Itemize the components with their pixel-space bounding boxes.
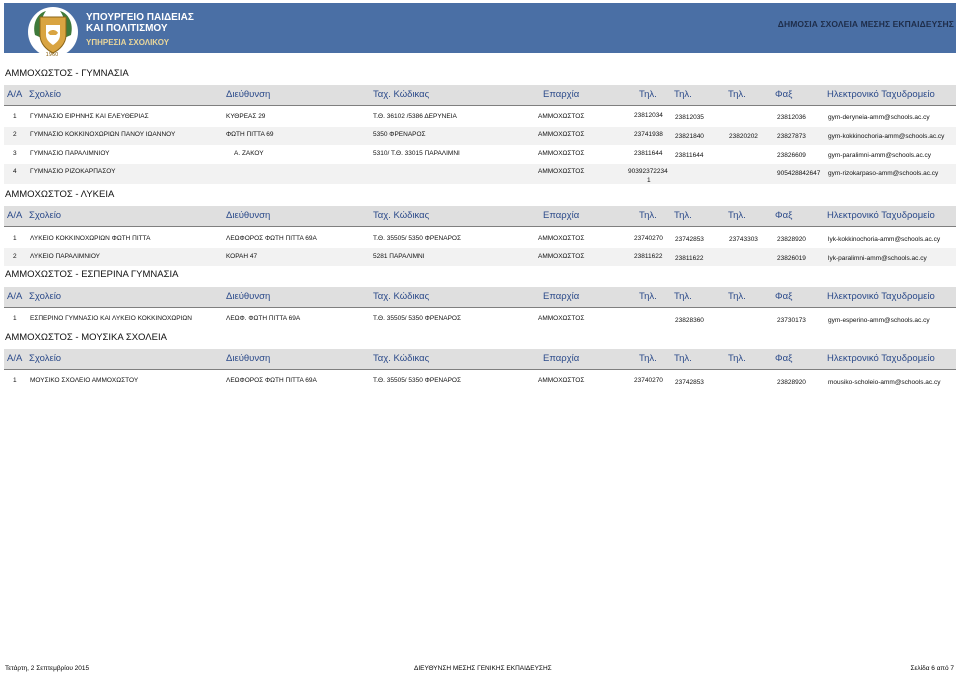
cell-address: ΦΩΤΗ ΠΙΤΤΑ 69	[226, 131, 274, 138]
col-postcode: Ταχ. Κώδικας	[373, 89, 430, 100]
table-row	[4, 164, 956, 184]
svg-text:1960: 1960	[45, 52, 59, 58]
cell-aa: 1	[13, 113, 17, 120]
footer-page-number: Σελίδα 6 από 7	[910, 665, 954, 672]
col-aa: Α/Α	[7, 89, 23, 100]
cell-district: ΑΜΜΟΧΩΣΤΟΣ	[538, 113, 585, 120]
col-address: Διεύθυνση	[226, 89, 271, 100]
cell-address: ΛΕΩΦΟΡΟΣ ΦΩΤΗ ΠΙΤΤΑ 69Α	[226, 377, 317, 384]
cell-school: ΛΥΚΕΙΟ ΠΑΡΑΛΙΜΝΙΟΥ	[30, 253, 100, 260]
col-fax: Φαξ	[775, 210, 793, 221]
cell-tel2: 23742853	[675, 236, 704, 243]
col-fax: Φαξ	[775, 89, 793, 100]
table-row	[4, 230, 956, 248]
table-row	[4, 109, 956, 127]
cell-postcode: 5281 ΠΑΡΑΛΙΜΝΙ	[373, 253, 425, 260]
cell-district: ΑΜΜΟΧΩΣΤΟΣ	[538, 150, 585, 157]
cell-tel1: 23812034	[634, 112, 663, 119]
cell-aa: 2	[13, 131, 17, 138]
col-aa: Α/Α	[7, 291, 23, 302]
department-title: ΔΗΜΟΣΙΑ ΣΧΟΛΕΙΑ ΜΕΣΗΣ ΕΚΠΑΙΔΕΥΣΗΣ	[777, 19, 954, 29]
col-district: Επαρχία	[543, 353, 580, 364]
col-tel3: Τηλ.	[728, 353, 746, 364]
col-school: Σχολείο	[29, 353, 62, 364]
cell-tel2: 23812035	[675, 114, 704, 121]
cell-aa: 2	[13, 253, 17, 260]
cell-fax: 23812036	[777, 114, 806, 121]
cell-tel2: 23821840	[675, 133, 704, 140]
cell-fax: 905428842647	[777, 170, 821, 177]
cell-postcode: 5310/ Τ.Θ. 33015 ΠΑΡΑΛΙΜΝΙ	[373, 150, 460, 157]
table-row	[4, 248, 956, 266]
table-header	[4, 85, 956, 106]
cell-school: ΛΥΚΕΙΟ ΚΟΚΚΙΝΟΧΩΡΙΩΝ ΦΩΤΗ ΠΙΤΤΑ	[30, 235, 151, 242]
cell-district: ΑΜΜΟΧΩΣΤΟΣ	[538, 253, 585, 260]
cell-school: ΜΟΥΣΙΚΟ ΣΧΟΛΕΙΟ ΑΜΜΟΧΩΣΤΟΥ	[30, 377, 139, 384]
cell-tel2: 23811644	[675, 152, 704, 159]
cell-email[interactable]: gym-kokkinochoria-amm@schools.ac.cy	[828, 133, 945, 140]
col-school: Σχολείο	[29, 210, 62, 221]
cell-postcode: Τ.Θ. 36102 /5386 ΔΕΡΥΝΕΙΑ	[373, 113, 457, 120]
cell-aa: 1	[13, 315, 17, 322]
cell-postcode: 5350 ΦΡΕΝΑΡΟΣ	[373, 131, 426, 138]
col-email: Ηλεκτρονικό Ταχυδρομείο	[827, 210, 935, 221]
col-tel3: Τηλ.	[728, 210, 746, 221]
col-postcode: Ταχ. Κώδικας	[373, 210, 430, 221]
cell-school: ΕΣΠΕΡΙΝΟ ΓΥΜΝΑΣΙΟ ΚΑΙ ΛΥΚΕΙΟ ΚΟΚΚΙΝΟΧΩΡΙΩΝ	[30, 315, 192, 322]
cell-tel1: 23811622	[634, 253, 663, 260]
col-aa: Α/Α	[7, 210, 23, 221]
cell-address: Α. ΖΑΚΟΥ	[234, 150, 264, 157]
col-tel3: Τηλ.	[728, 89, 746, 100]
ministry-title	[86, 12, 194, 48]
cell-postcode: Τ.Θ. 35505/ 5350 ΦΡΕΝΑΡΟΣ	[373, 377, 461, 384]
col-tel1: Τηλ.	[639, 89, 657, 100]
cell-fax: 23826019	[777, 255, 806, 262]
table-header	[4, 349, 956, 370]
ministry-line-1: ΥΠΟΥΡΓΕΙΟ ΠΑΙΔΕΙΑΣ	[86, 12, 194, 23]
col-postcode: Ταχ. Κώδικας	[373, 291, 430, 302]
cell-postcode: Τ.Θ. 35505/ 5350 ΦΡΕΝΑΡΟΣ	[373, 315, 461, 322]
cell-tel1: 23741938	[634, 131, 663, 138]
col-email: Ηλεκτρονικό Ταχυδρομείο	[827, 291, 935, 302]
col-tel3: Τηλ.	[728, 291, 746, 302]
cell-district: ΑΜΜΟΧΩΣΤΟΣ	[538, 315, 585, 322]
cell-fax: 23730173	[777, 317, 806, 324]
cell-district: ΑΜΜΟΧΩΣΤΟΣ	[538, 377, 585, 384]
cell-tel3: 23820202	[729, 133, 758, 140]
col-email: Ηλεκτρονικό Ταχυδρομείο	[827, 89, 935, 100]
cell-tel1: 23740270	[634, 377, 663, 384]
cell-postcode: Τ.Θ. 35505/ 5350 ΦΡΕΝΑΡΟΣ	[373, 235, 461, 242]
col-tel2: Τηλ.	[674, 89, 692, 100]
col-school: Σχολείο	[29, 89, 62, 100]
col-address: Διεύθυνση	[226, 291, 271, 302]
cell-tel1-cont: 1	[647, 177, 651, 184]
footer-title: ΔΙΕΥΘΥΝΣΗ ΜΕΣΗΣ ΓΕΝΙΚΗΣ ΕΚΠΑΙΔΕΥΣΗΣ	[414, 665, 552, 672]
cell-tel2: 23811622	[675, 255, 704, 262]
cell-tel2: 23742853	[675, 379, 704, 386]
cell-email[interactable]: gym-paralimni-amm@schools.ac.cy	[828, 152, 932, 159]
table-row	[4, 310, 956, 328]
service-name: ΥΠΗΡΕΣΙΑ ΣΧΟΛΙΚΟΥ	[86, 38, 170, 47]
cell-school: ΓΥΜΝΑΣΙΟ ΚΟΚΚΙΝΟΧΩΡΙΩΝ ΠΑΝΟΥ ΙΩΑΝΝΟΥ	[30, 131, 176, 138]
table-row	[4, 146, 956, 164]
table-row	[4, 372, 956, 390]
cell-fax: 23828920	[777, 379, 806, 386]
col-tel2: Τηλ.	[674, 291, 692, 302]
cell-tel2: 23828360	[675, 317, 704, 324]
cell-aa: 1	[13, 377, 17, 384]
section-title-mousika: ΑΜΜΟΧΩΣΤΟΣ - ΜΟΥΣΙΚΑ ΣΧΟΛΕΙΑ	[5, 332, 167, 343]
col-aa: Α/Α	[7, 353, 23, 364]
cell-email[interactable]: gym-deryneia-amm@schools.ac.cy	[828, 114, 930, 121]
table-header	[4, 287, 956, 308]
cell-fax: 23826609	[777, 152, 806, 159]
cell-school: ΓΥΜΝΑΣΙΟ ΠΑΡΑΛΙΜΝΙΟΥ	[30, 150, 110, 157]
cell-aa: 3	[13, 150, 17, 157]
cell-district: ΑΜΜΟΧΩΣΤΟΣ	[538, 168, 585, 175]
cell-email[interactable]: mousiko-scholeio-amm@schools.ac.cy	[828, 379, 941, 386]
col-district: Επαρχία	[543, 210, 580, 221]
cell-tel3: 23743303	[729, 236, 758, 243]
col-school: Σχολείο	[29, 291, 62, 302]
section-title-gymnasia: ΑΜΜΟΧΩΣΤΟΣ - ΓΥΜΝΑΣΙΑ	[5, 68, 129, 79]
col-district: Επαρχία	[543, 291, 580, 302]
col-fax: Φαξ	[775, 353, 793, 364]
col-tel1: Τηλ.	[639, 291, 657, 302]
cell-email[interactable]: lyk-paralimni-amm@schools.ac.cy	[828, 255, 927, 262]
cell-address: ΚΟΡΑΗ 47	[226, 253, 258, 260]
cell-school: ΓΥΜΝΑΣΙΟ ΡΙΖΟΚΑΡΠΑΣΟΥ	[30, 168, 116, 175]
section-title-esperina: ΑΜΜΟΧΩΣΤΟΣ - ΕΣΠΕΡΙΝΑ ΓΥΜΝΑΣΙΑ	[5, 269, 179, 280]
col-tel1: Τηλ.	[639, 353, 657, 364]
col-postcode: Ταχ. Κώδικας	[373, 353, 430, 364]
col-address: Διεύθυνση	[226, 353, 271, 364]
col-fax: Φαξ	[775, 291, 793, 302]
cell-address: ΚΥΘΡΕΑΣ 29	[226, 113, 266, 120]
footer-date: Τετάρτη, 2 Σεπτεμβρίου 2015	[5, 665, 90, 672]
section-title-lykeia: ΑΜΜΟΧΩΣΤΟΣ - ΛΥΚΕΙΑ	[5, 189, 115, 200]
cell-tel1: 90392372234	[628, 168, 668, 175]
cell-tel1: 23811644	[634, 150, 663, 157]
cell-aa: 4	[13, 168, 17, 175]
cell-email[interactable]: gym-rizokarpaso-amm@schools.ac.cy	[828, 170, 939, 177]
col-email: Ηλεκτρονικό Ταχυδρομείο	[827, 353, 935, 364]
cell-school: ΓΥΜΝΑΣΙΟ ΕΙΡΗΝΗΣ ΚΑΙ ΕΛΕΥΘΕΡΙΑΣ	[30, 113, 149, 120]
ministry-line-2: ΚΑΙ ΠΟΛΙΤΙΣΜΟΥ	[86, 23, 168, 34]
cell-email[interactable]: lyk-kokkinochoria-amm@schools.ac.cy	[828, 236, 941, 243]
cell-address: ΛΕΩΦ. ΦΩΤΗ ΠΙΤΤΑ 69Α	[226, 315, 301, 322]
col-address: Διεύθυνση	[226, 210, 271, 221]
table-header	[4, 206, 956, 227]
cell-email[interactable]: gym-esperino-amm@schools.ac.cy	[828, 317, 930, 324]
col-district: Επαρχία	[543, 89, 580, 100]
cell-district: ΑΜΜΟΧΩΣΤΟΣ	[538, 131, 585, 138]
col-tel2: Τηλ.	[674, 353, 692, 364]
cell-address: ΛΕΩΦΟΡΟΣ ΦΩΤΗ ΠΙΤΤΑ 69Α	[226, 235, 317, 242]
table-row	[4, 127, 956, 145]
col-tel1: Τηλ.	[639, 210, 657, 221]
cell-tel1: 23740270	[634, 235, 663, 242]
cell-fax: 23828920	[777, 236, 806, 243]
cell-district: ΑΜΜΟΧΩΣΤΟΣ	[538, 235, 585, 242]
coat-of-arms-icon	[26, 5, 80, 59]
cell-fax: 23827873	[777, 133, 806, 140]
col-tel2: Τηλ.	[674, 210, 692, 221]
cell-aa: 1	[13, 235, 17, 242]
